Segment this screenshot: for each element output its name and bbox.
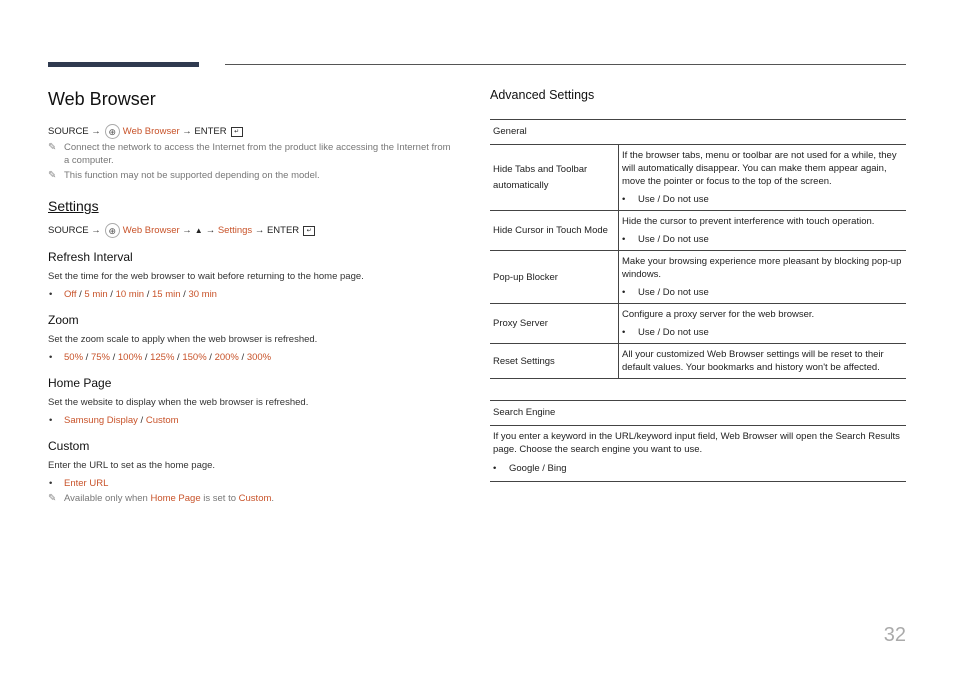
- note-text: .: [271, 493, 275, 504]
- pencil-icon: ✎: [48, 170, 57, 181]
- custom-desc: Enter the URL to set as the home page.: [48, 460, 216, 471]
- option-off[interactable]: Off: [64, 289, 77, 300]
- zoom-options: • 50% / 75% / 100% / 125% / 150% / 200% / 300%: [49, 352, 272, 363]
- option-200[interactable]: 200%: [214, 352, 239, 363]
- source-label: SOURCE: [48, 224, 89, 236]
- arrow: →: [91, 224, 101, 236]
- option-150[interactable]: 150%: [182, 352, 207, 363]
- option-custom[interactable]: Custom: [145, 415, 179, 426]
- option-10min[interactable]: 10 min: [115, 289, 145, 300]
- option-30min[interactable]: 30 min: [188, 289, 217, 300]
- row-option: Use / Do not use: [638, 287, 709, 298]
- advanced-settings-title: Advanced Settings: [490, 88, 595, 102]
- option-75[interactable]: 75%: [90, 352, 110, 363]
- arrow: →: [205, 224, 216, 236]
- row-desc-text: Hide the cursor to prevent interference with touch operation.: [622, 216, 875, 227]
- table-row: [490, 426, 906, 482]
- triangle-up-icon: ▲: [194, 225, 203, 235]
- enter-label: ENTER: [266, 224, 300, 236]
- note: [48, 169, 458, 182]
- option-enter-url[interactable]: Enter URL: [64, 478, 109, 489]
- enter-icon: ↵: [303, 226, 315, 236]
- arrow: →: [182, 224, 192, 236]
- arrow: →: [91, 125, 101, 137]
- pencil-icon: ✎: [48, 142, 57, 153]
- row-desc-text: Configure a proxy server for the web browser.: [622, 309, 815, 320]
- settings-path: [48, 223, 458, 238]
- page-number: 32: [883, 624, 906, 646]
- page-title: Web Browser: [48, 89, 156, 109]
- row-name: Reset Settings: [490, 344, 619, 379]
- row-desc: Make your browsing experience more pleasant by blocking pop-up windows. • Use / Do not use: [622, 256, 902, 298]
- note-text: Available only when: [64, 493, 148, 504]
- row-desc: Hide the cursor to prevent interference with touch operation. • Use / Do not use: [619, 211, 907, 251]
- zoom-desc: Set the zoom scale to apply when the web browser is refreshed.: [48, 334, 318, 345]
- header-rule-thick: [48, 62, 199, 67]
- row-option: Use / Do not use: [638, 327, 709, 338]
- left-column: [48, 86, 458, 505]
- source-path: [48, 124, 458, 139]
- right-column: [490, 88, 906, 482]
- table-row: [490, 251, 906, 304]
- table-row: [490, 211, 906, 251]
- enter-label: ENTER: [194, 125, 227, 137]
- settings-link[interactable]: Settings: [217, 224, 253, 236]
- search-engine-table: [490, 400, 906, 482]
- row-option: Use / Do not use: [638, 194, 709, 205]
- option-100[interactable]: 100%: [117, 352, 143, 363]
- note-text: This function may not be supported depending on the model.: [64, 170, 320, 181]
- custom-options: • Enter URL: [49, 478, 109, 489]
- option-50[interactable]: 50%: [64, 352, 84, 363]
- custom-note: [48, 492, 458, 505]
- note-home-page: Home Page: [150, 493, 201, 504]
- general-header: General: [493, 126, 527, 137]
- enter-icon: ↵: [231, 127, 243, 137]
- row-option: Use / Do not use: [638, 234, 709, 245]
- search-option: Google / Bing: [509, 463, 567, 474]
- search-engine-header: Search Engine: [493, 407, 556, 418]
- row-desc-text: Make your browsing experience more pleasant by blocking pop-up windows.: [622, 256, 902, 280]
- header-rule-thin: [225, 64, 906, 65]
- general-table: [490, 119, 906, 379]
- option-5min[interactable]: 5 min: [84, 289, 108, 300]
- settings-heading: Settings: [48, 198, 99, 214]
- pencil-icon: ✎: [48, 493, 57, 504]
- custom-title: Custom: [48, 439, 90, 453]
- table-row: [490, 344, 906, 379]
- row-name: Hide Cursor in Touch Mode: [490, 211, 619, 251]
- source-label: SOURCE: [48, 125, 89, 137]
- option-15min[interactable]: 15 min: [152, 289, 181, 300]
- search-desc-text: If you enter a keyword in the URL/keyword input field, Web Browser will open the Search Results page. Choose the search engine you want to use.: [493, 431, 900, 455]
- globe-icon: ⊕: [105, 124, 120, 139]
- row-desc-text: If the browser tabs, menu or toolbar are not used for a while, they will automatically disappear. You can make them appear again, move the pointer or focus to the top of the screen.: [622, 150, 897, 187]
- home-page-options: • Samsung Display / Custom: [49, 415, 179, 426]
- refresh-interval-desc: Set the time for the web browser to wait before returning to the home page.: [48, 271, 364, 282]
- table-row: [490, 145, 906, 211]
- arrow: →: [254, 224, 265, 236]
- home-page-desc: Set the website to display when the web browser is refreshed.: [48, 397, 309, 408]
- table-header-row: [490, 401, 906, 426]
- row-name: Pop-up Blocker: [490, 251, 619, 304]
- table-header-row: [490, 120, 906, 145]
- note-text: Connect the network to access the Internet from the product like accessing the Internet from a computer.: [64, 142, 451, 166]
- web-browser-link[interactable]: Web Browser: [122, 224, 180, 236]
- home-page-title: Home Page: [48, 376, 112, 390]
- note-text: is set to: [203, 493, 237, 504]
- table-row: [490, 304, 906, 344]
- note-custom: Custom: [238, 493, 272, 504]
- zoom-title: Zoom: [48, 313, 79, 327]
- note: [48, 141, 458, 167]
- row-name: Proxy Server: [490, 304, 619, 344]
- option-300[interactable]: 300%: [246, 352, 272, 363]
- option-samsung-display[interactable]: Samsung Display: [64, 415, 138, 426]
- refresh-interval-options: • Off / 5 min / 10 min / 15 min / 30 min: [49, 289, 217, 300]
- row-desc: [619, 344, 907, 379]
- row-desc: Configure a proxy server for the web browser. • Use / Do not use: [619, 304, 907, 344]
- row-desc-text: All your customized Web Browser settings will be reset to their default values. Your bookmarks and history won't be affected.: [622, 349, 884, 373]
- globe-icon: ⊕: [105, 223, 120, 238]
- refresh-interval-title: Refresh Interval: [48, 250, 133, 264]
- option-125[interactable]: 125%: [150, 352, 175, 363]
- search-engine-desc: If you enter a keyword in the URL/keyword input field, Web Browser will open the Search Results page. Choose the search engine you want to use. • Google / Bing: [490, 426, 906, 482]
- arrow: →: [182, 125, 192, 137]
- row-name: Hide Tabs and Toolbar automatically: [490, 145, 619, 211]
- row-desc: If the browser tabs, menu or toolbar are not used for a while, they will automatically disappear. You can make them appear again, move the pointer or focus to the top of the screen. • Use / Do not use: [619, 145, 907, 211]
- web-browser-link[interactable]: Web Browser: [122, 125, 180, 137]
